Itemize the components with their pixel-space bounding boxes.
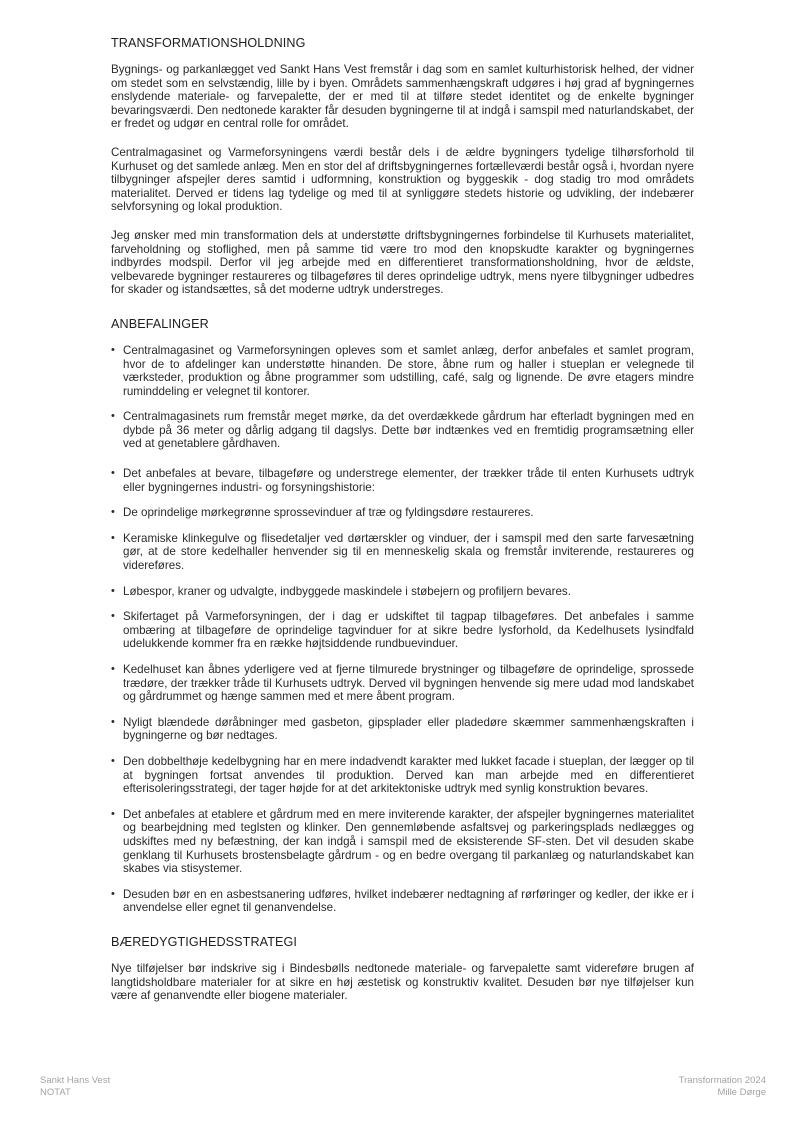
section-heading-baeredygtighedsstrategi: BÆREDYGTIGHEDSSTRATEGI (111, 934, 297, 949)
footer-left (40, 1075, 110, 1098)
list-item: • Centralmagasinets rum fremstår meget mørke, da det overdækkede gårdrum har efterladt bygningen med en dybde på 36 meter og dårlig adgang til dagslys. Dette bør indtænkes ved en fremtidig programsætning eller ved at genetablere gårdhaven. (111, 410, 694, 451)
list-item: • Løbespor, kraner og udvalgte, indbyggede maskindele i støbejern og profiljern bevares. (111, 585, 694, 599)
list-item: • Centralmagasinet og Varmeforsyningen opleves som et samlet anlæg, derfor anbefales et samlet program, hvor de to afdelinger kan understøtte hinanden. De store, åbne rum og haller i stueplan er velegnede til værksteder, produktion og åbne programmer som udstilling, café, salg og lignende. De øvre etagers mindre ruminddeling er velegnet til kontorer. (111, 344, 694, 398)
document-body (111, 36, 694, 1018)
footer-author: Mille Dørge (717, 1086, 766, 1098)
list-item: • Den dobbelthøje kedelbygning har en mere indadvendt karakter med lukket facade i stueplan, der lægger op til at bygningen fortsat anvendes til produktion. Derved kan man arbejde med en differentieret efterisoleringsstrategi, der tager højde for at det arkitektoniske udtryk med synlig konstruktion bevares. (111, 755, 694, 796)
list-item: • Skifertaget på Varmeforsyningen, der i dag er udskiftet til tagpap tilbageføres. Det anbefales i samme ombæring at tilbageføre de oprindelige tagvinduer for at sikre bedre lysforhold, da Kedelhusets lysindfald udelukkende kommer fra en række højtsiddende rundbuevinduer. (111, 610, 694, 651)
footer-course-title: Transformation 2024 (678, 1075, 766, 1086)
list-item: • Kedelhuset kan åbnes yderligere ved at fjerne tilmurede brystninger og tilbageføre de oprindelige, sprossede trædøre, der trækker tråde til Kurhusets udtryk. Derved vil bygningen henvende sig mere udad mod landskabet og gårdrummet og hænge sammen med et mere åbent program. (111, 663, 694, 704)
list-item: • Det anbefales at etablere et gårdrum med en mere inviterende karakter, der afspejler bygningernes materialitet og bearbejdning med teglsten og klinker. Den gennemløbende asfaltsvej og parkeringsplads nedlægges og udskiftes med ny befæstning, der kan indgå i samspil med de eksisterende SF-sten. Det vil desuden skabe genklang til Kurhusets brostensbelagte gårdrum - og en bedre overgang til parkanlæg og naturlandskabet kan skabes via stisystemer. (111, 808, 694, 876)
list-item: • Keramiske klinkegulve og flisedetaljer ved dørtærskler og vinduer, der i samspil med den sarte farvesætning gør, at de store kedelhaller henvender sig til en menneskelig skala og fremstår inviterende, restaureres og videreføres. (111, 532, 694, 573)
section-heading-transformationsholdning: TRANSFORMATIONSHOLDNING (111, 36, 306, 50)
list-item: • Det anbefales at bevare, tilbageføre og understrege elementer, der trækker tråde til enten Kurhusets udtryk eller bygningernes industri- og forsyningshistorie: (111, 467, 694, 494)
paragraph: Nye tilføjelser bør indskrive sig i Bindesbølls nedtonede materiale- og farvepalette samt videreføre brugen af langtidsholdbare materialer for at sikre en høj æstetisk og konstruktiv kvalitet. Desuden bør nye tilføjelser kun være af genanvendte eller biogene materialer. (111, 961, 694, 1003)
footer-project-name: Sankt Hans Vest (40, 1075, 111, 1086)
paragraph: Jeg ønsker med min transformation dels at understøtte driftsbygningernes forbindelse til Kurhusets materialitet, farveholdning og stoflighed, men på samme tid være tro mod den knopskudte karakter og bygningernes indbyrdes modspil. Derfor vil jeg arbejde med en differentieret transformationsholdning, hvor de ældste, velbevarede bygninger restaureres og tilbageføres til deres oprindelige udtryk, mens nyere tilbygninger udbedres for skader og istandsættes, så det moderne udtryk understreges. (111, 228, 694, 297)
recommendations-list (111, 344, 694, 915)
footer-document-type: NOTAT (40, 1086, 71, 1098)
paragraph: Bygnings- og parkanlægget ved Sankt Hans Vest fremstår i dag som en samlet kulturhistorisk helhed, der vidner om stedet som en selvstændig, lille by i byen. Områdets sammenhængskraft udgøres i høj grad af bygningernes enslydende materiale- og farvepalette, der er med til at tilføre stedet identitet og de enkelte bygninger bevaringsværdi. Den nedtonede karakter får desuden bygningerne til at indgå i samspil med naturlandskabet, der er fredet og udgør en central rolle for området. (111, 63, 694, 131)
list-item: • Nyligt blændede døråbninger med gasbeton, gipsplader eller pladedøre skæmmer sammenhængskraften i bygningerne og bør nedtages. (111, 716, 694, 743)
footer-right (679, 1075, 766, 1098)
list-item: • De oprindelige mørkegrønne sprossevinduer af træ og fyldingsdøre restaureres. (111, 506, 694, 520)
section-heading-anbefalinger: ANBEFALINGER (111, 316, 209, 331)
list-item: • Desuden bør en en asbestsanering udføres, hvilket indebærer nedtagning af rørføringer og kedler, der ikke er i anvendelse eller egnet til genanvendelse. (111, 888, 694, 915)
paragraph: Centralmagasinet og Varmeforsyningens værdi består dels i de ældre bygningers tydelige tilhørsforhold til Kurhuset og det samlede anlæg. Men en stor del af driftsbygningernes fortælleværdi består også i, hvordan nyere tilbygninger afspejler deres samtid i udformning, konstruktion og byggeskik - dog stadig tro mod områdets materialitet. Derved er tidens lag tydelige og med til at synliggøre stedets historie og udvikling, der indebærer selvforsyning og lokal produktion. (111, 145, 694, 214)
